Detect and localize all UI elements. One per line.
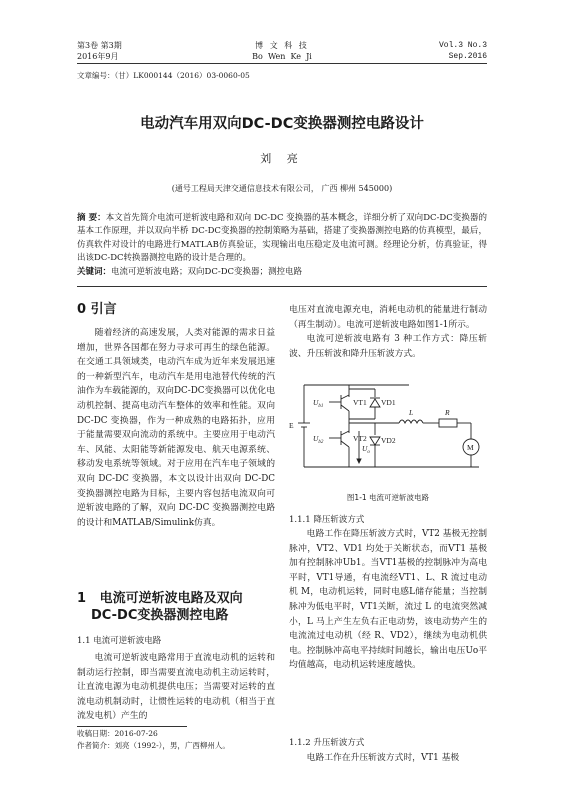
- section-intro-heading: 0 引言: [77, 302, 117, 317]
- svg-text:Ub1: [313, 398, 323, 409]
- subsection-1-1-1: 1.1.1 降压斩波方式: [289, 515, 365, 525]
- issue-volume: 第3卷 第3期: [77, 41, 122, 50]
- journal-name-pinyin: Bo Wen Ke Ji: [252, 52, 312, 61]
- header-rule: [77, 63, 487, 64]
- right-text-2: 电流可逆斩波电路有 3 种工作方式：降压斩波、升压斩波和降升压斩波方式。: [289, 334, 487, 359]
- label-l: L: [409, 408, 414, 417]
- section-1-line2: DC-DC变换器测控电路: [91, 608, 229, 623]
- label-ub1-sub: b1: [318, 404, 324, 409]
- label-ub2: U: [313, 434, 319, 443]
- footnote-author: 作者简介：刘亮（1992-），男，广西柳州人。: [77, 741, 230, 750]
- abstract-label: 摘 要：: [77, 213, 106, 223]
- vol-number: Vol.3 No.3: [438, 41, 487, 50]
- label-vd2: VD2: [381, 436, 396, 445]
- abstract: [77, 212, 487, 279]
- label-ub2-sub: b2: [318, 440, 324, 445]
- label-uo: U: [362, 444, 368, 453]
- abstract-rule: [77, 286, 487, 287]
- journal-name-cn: 博 文 科 技: [255, 41, 309, 50]
- svg-text:Uo: [362, 444, 370, 455]
- keywords-text: 电流可逆斩波电路；双向DC-DC变换器；测控电路: [111, 266, 303, 277]
- vol-date: Sep.2016: [448, 52, 487, 61]
- right-text-1: 电压对直流电源充电，消耗电动机的能量进行制动（再生制动）。电流可逆斩波电路如图1-1所示。: [289, 305, 487, 330]
- paper-title: 电动汽车用双向DC-DC变换器测控电路设计: [140, 116, 424, 132]
- inductor-l: [399, 420, 423, 423]
- section-1-1-paragraph: [77, 651, 275, 724]
- keywords-label: 关键词：: [77, 266, 112, 277]
- label-vd1: VD1: [381, 398, 396, 407]
- figure-caption: 图1-1 电流可逆斩波电路: [346, 493, 430, 502]
- footnote-rule: [77, 726, 187, 727]
- label-m: M: [467, 443, 474, 452]
- right-paragraph-3: [289, 527, 487, 673]
- intro-paragraph: [77, 326, 275, 530]
- subsection-1-1: 1.1 电流可逆斩波电路: [77, 636, 162, 646]
- label-ub1: U: [313, 398, 319, 407]
- author-affiliation: (通号工程局天津交通信息技术有限公司， 广西 柳州 545000): [171, 184, 393, 193]
- label-vt2: VT2: [353, 434, 367, 443]
- author-name: 刘 亮: [260, 152, 304, 165]
- resistor-r: [439, 419, 457, 427]
- issue-date: 2016年9月: [77, 52, 119, 61]
- footnotes: [77, 728, 230, 752]
- vd2-diode: [370, 437, 380, 445]
- article-number: 文章编号：（甘）LK000144（2016）03-0060-05: [77, 71, 250, 80]
- section-1-line1: 1 电流可逆斩波电路及双向: [77, 591, 243, 606]
- right-paragraph-4: [289, 751, 487, 766]
- intro-text: 随着经济的高速发展，人类对能源的需求日益增加，世界各国都在努力寻求可再生的绿色能源。在交通工具领域类，电动汽车成为近年来发展迅速的一种新型汽车，电动汽车是用电池替代传统的汽油作为车载能源的，双向DC-DC变换器可以优化电动机控制、提高电动汽车整体的效率和性能。双向DC-DC 变换器，作为一种成熟的电路拓扑，应用于能量需要双向流动的系统中。主要应用于电动汽车、风能、太阳能等新能源发电、航天电源系统、移动发电系统等领域。对于应用在汽车电子领域的双向 DC-DC 变换器，本文以设计出双向 DC-DC 变换器测控电路为目标，主要内容包括电流双向可逆斩波电路的了解，双向 DC-DC 变换器测控电路的设计和MATLAB/Simulink仿真。: [77, 328, 275, 528]
- right-paragraph-1: [289, 303, 487, 361]
- section-1-1-text: 电流可逆斩波电路常用于直流电动机的运转和制动运行控制，即当需要直流电动机主动运转时，让直流电源为电动机提供电压；当需要对运转的直流电动机制动时，让惯性运转的电动机（相当于直流发电机）产生的: [77, 653, 275, 722]
- footnote-received: 收稿日期：2016-07-26: [77, 729, 158, 738]
- buck-mode-text: 电路工作在降压斩波方式时，VT2 基极无控制脉冲，VT2、VD1 均处于关断状态，而VT1 基极加有控制脉冲Ub1。当VT1基极的控制脉冲为高电平时，VT1导通，有电流经VT1、L、R 流过电动机 M，电动机运转，同时电感L储存能量；当控制脉冲为低电平时，VT1关断，流过 L 的电流突然减小，L 马上产生左负右正电动势，该电动势产生的电流流过电动机（经 R、VD2），继续为电动机供电。控制脉冲高电平持续时间越长，输出电压Uo平均值越高，电动机运转速度越快。: [289, 529, 487, 671]
- circuit-diagram: [289, 375, 487, 485]
- boost-mode-text: 电路工作在升压斩波方式时，VT1 基极: [306, 753, 460, 763]
- journal-vol: [439, 40, 487, 62]
- label-vt1: VT1: [353, 398, 367, 407]
- vd1-diode: [370, 399, 380, 407]
- svg-text:Ub2: [313, 434, 324, 445]
- abstract-text: 本文首先简介电流可逆斩波电路和双向 DC-DC 变换器的基本概念，详细分析了双向DC-DC变换器的基本工作原理，并以双向半桥 DC-DC变换器的控制策略为基础，搭建了变换器测控电路的仿真模型，最后，仿真软件对设计的电路进行MATLAB仿真验证，实现输出电压稳定及电流可测。经理论分析，仿真验证，得出该DC-DC转换器测控电路的设计是合理的。: [77, 213, 487, 264]
- label-uo-sub: o: [367, 450, 370, 455]
- subsection-1-1-2: 1.1.2 升压斩波方式: [289, 738, 365, 748]
- section-1-heading: [77, 590, 275, 624]
- label-e: E: [289, 421, 294, 430]
- label-r: R: [445, 408, 450, 417]
